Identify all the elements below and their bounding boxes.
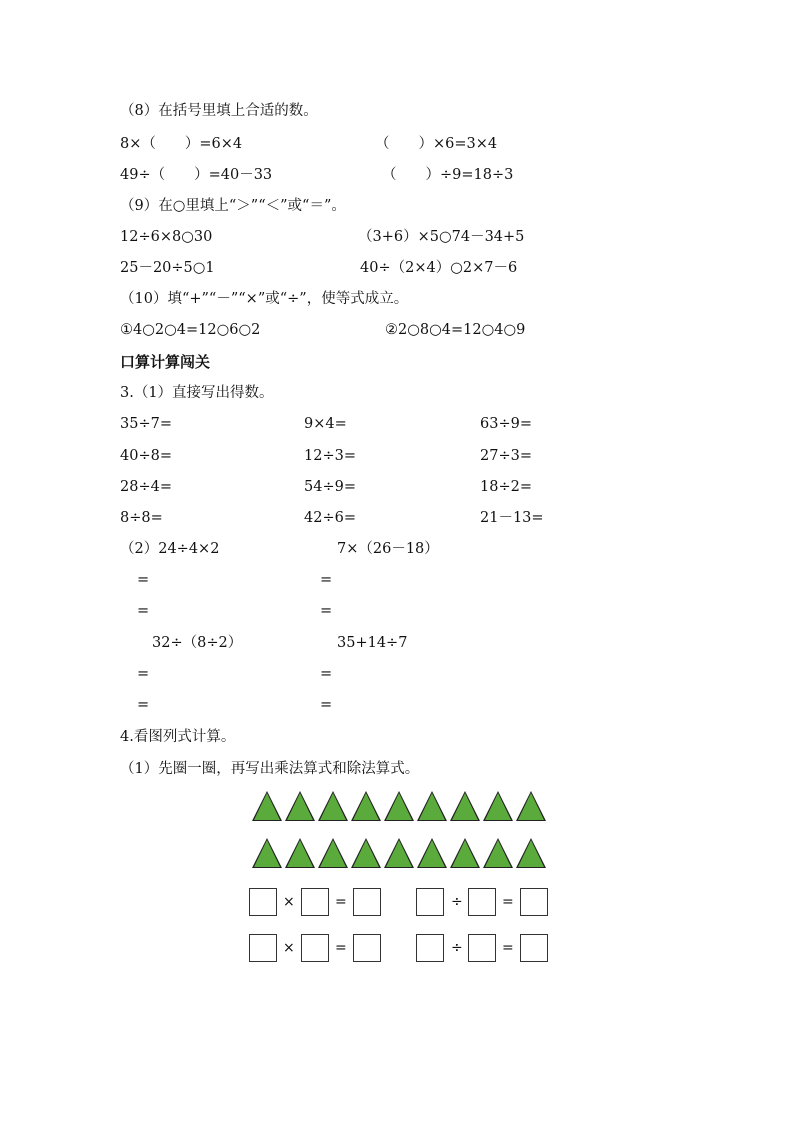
q3-part2-expr-4: 35+14÷7	[337, 635, 408, 651]
q3-item: 28÷4=	[120, 479, 172, 495]
q3-part2-equals: =	[137, 572, 150, 588]
part10-eq-1: ①4○2○4=12○6○2	[120, 322, 261, 338]
triangle-icon	[285, 791, 315, 821]
q3-part2-equals: =	[320, 697, 333, 713]
answer-box[interactable]	[249, 934, 277, 962]
q3-item: 8÷8=	[120, 510, 163, 526]
part9-expr-3: 25－20÷5○1	[120, 260, 215, 276]
q3-part2-equals: =	[320, 666, 333, 682]
q3-part2-equals: =	[137, 697, 150, 713]
q4-instruction: （1）先圈一圈，再写出乘法算式和除法算式。	[120, 761, 420, 777]
part9-title: （9）在○里填上“＞”“＜”或“＝”。	[120, 198, 346, 214]
triangle-icon	[318, 791, 348, 821]
triangle-icon	[285, 838, 315, 868]
triangle-icon	[252, 838, 282, 868]
q3-item: 9×4=	[304, 416, 347, 432]
triangle-icon	[384, 791, 414, 821]
triangle-icon	[351, 791, 381, 821]
q4-title: 4.看图列式计算。	[120, 729, 236, 745]
q3-title: 3.（1）直接写出得数。	[120, 385, 274, 401]
q3-item: 42÷6=	[304, 510, 356, 526]
divide-sign: ÷	[451, 894, 463, 910]
answer-box[interactable]	[416, 888, 444, 916]
triangle-icon	[351, 838, 381, 868]
q3-item: 54÷9=	[304, 479, 356, 495]
part8-eq-1: 8×（ ）=6×4	[120, 136, 243, 152]
multiply-sign: ×	[283, 940, 295, 956]
answer-box[interactable]	[468, 934, 496, 962]
q3-item: 27÷3=	[480, 448, 532, 464]
part8-eq-3: 49÷（ ）=40－33	[120, 167, 273, 183]
q3-part2-expr-2: 7×（26－18）	[337, 541, 439, 557]
q3-item: 12÷3=	[304, 448, 356, 464]
q3-item: 35÷7=	[120, 416, 172, 432]
triangle-icon	[483, 838, 513, 868]
triangle-icon	[318, 838, 348, 868]
equals-sign: =	[502, 894, 514, 910]
part8-eq-2: （ ）×6=3×4	[375, 136, 498, 152]
answer-box[interactable]	[468, 888, 496, 916]
part9-expr-4: 40÷（2×4）○2×7－6	[360, 260, 518, 276]
triangle-icon	[516, 791, 546, 821]
q3-item: 21－13=	[480, 510, 544, 526]
part10-title: （10）填“+”“－”“×”或“÷”，使等式成立。	[120, 291, 409, 307]
answer-box[interactable]	[301, 888, 329, 916]
q3-part2-expr-3: 32÷（8÷2）	[152, 635, 243, 651]
multiply-sign: ×	[283, 894, 295, 910]
q3-part2-equals: =	[320, 572, 333, 588]
answer-box[interactable]	[353, 934, 381, 962]
part8-title: （8）在括号里填上合适的数。	[120, 103, 318, 119]
answer-box[interactable]	[520, 934, 548, 962]
divide-sign: ÷	[451, 940, 463, 956]
triangle-icon	[417, 838, 447, 868]
q3-item: 40÷8=	[120, 448, 172, 464]
part10-eq-2: ②2○8○4=12○4○9	[385, 322, 526, 338]
answer-box[interactable]	[353, 888, 381, 916]
triangle-icon	[516, 838, 546, 868]
q3-part2-equals: =	[320, 603, 333, 619]
triangle-icon	[483, 791, 513, 821]
answer-box[interactable]	[520, 888, 548, 916]
part9-expr-1: 12÷6×8○30	[120, 229, 213, 245]
section-heading: 口算计算闯关	[120, 353, 211, 371]
equals-sign: =	[502, 940, 514, 956]
q3-item: 63÷9=	[480, 416, 532, 432]
triangle-icon	[450, 838, 480, 868]
part8-eq-4: （ ）÷9=18÷3	[382, 167, 514, 183]
q3-part2-equals: =	[137, 603, 150, 619]
part9-expr-2: （3+6）×5○74－34+5	[358, 229, 525, 245]
equals-sign: =	[335, 894, 347, 910]
q3-part2-equals: =	[137, 666, 150, 682]
answer-box[interactable]	[249, 888, 277, 916]
equals-sign: =	[335, 940, 347, 956]
answer-box[interactable]	[416, 934, 444, 962]
q3-item: 18÷2=	[480, 479, 532, 495]
triangle-icon	[384, 838, 414, 868]
q3-part2-expr-1: （2）24÷4×2	[120, 541, 220, 557]
answer-box[interactable]	[301, 934, 329, 962]
triangle-icon	[417, 791, 447, 821]
triangle-icon	[450, 791, 480, 821]
triangle-icon	[252, 791, 282, 821]
